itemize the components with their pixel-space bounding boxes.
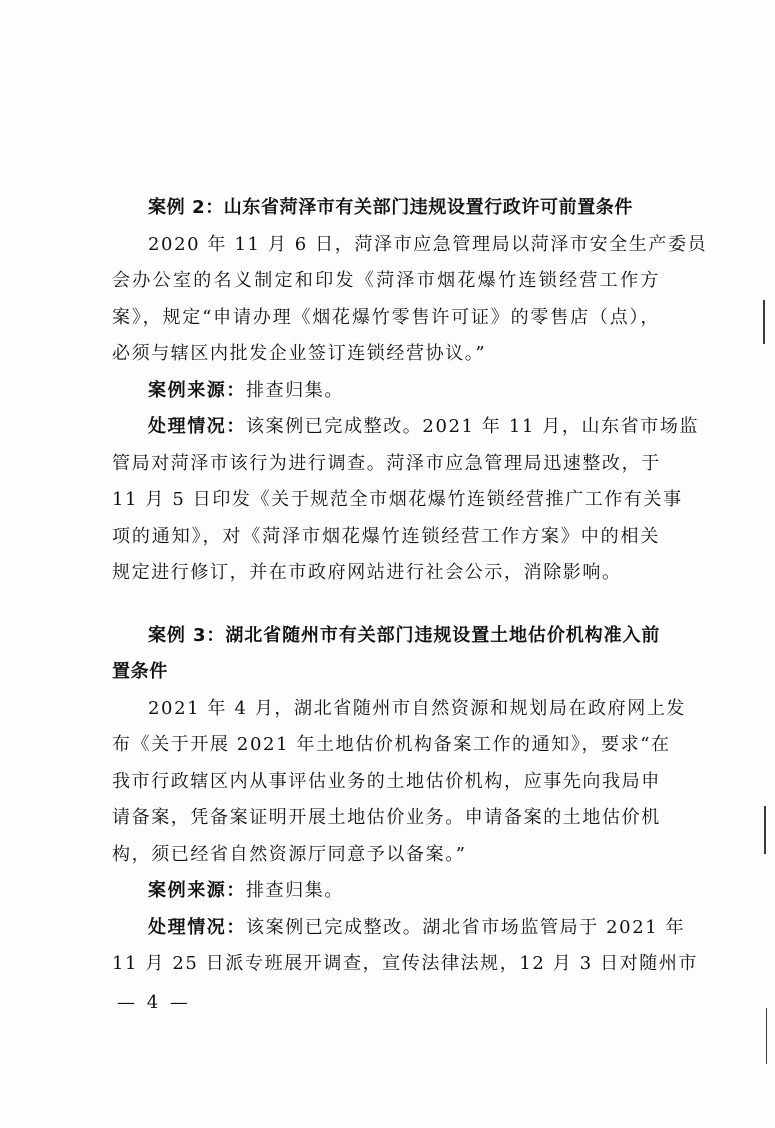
case3-body-line: 请备案，凭备案证明开展土地估价业务。申请备案的土地估价机: [112, 807, 661, 828]
case3-title: 案例 3：湖北省随州市有关部门违规设置土地估价机构准入前: [148, 624, 660, 646]
case3-body-line: 我市行政辖区内从事评估业务的土地估价机构，应事先向我局申: [112, 770, 661, 792]
scan-artifact: [763, 300, 765, 344]
case2-source-value: 排查归集。: [246, 379, 344, 401]
case2-handling-line: 管局对菏泽市该行为进行调查。菏泽市应急管理局迅速整改，于: [112, 452, 661, 474]
case2-source-label: 案例来源：: [148, 379, 246, 401]
case3-source: [112, 873, 660, 910]
case3-body-line: 布《关于开展 2021 年土地估价机构备案工作的通知》，要求“在: [112, 734, 671, 755]
case3-handling-text: 该案例已完成整改。湖北省市场监管局于 2021 年: [246, 916, 686, 938]
case3-body-line: 构，须已经省自然资源厅同意予以备案。”: [112, 843, 467, 865]
case3-handling: [112, 910, 686, 947]
case2-handling-line: 11 月 5 日印发《关于规范全市烟花爆竹连锁经营推广工作有关事: [112, 489, 683, 510]
case2-body-line: 2020 年 11 月 6 日，菏泽市应急管理局以菏泽市安全生产委员: [148, 233, 708, 255]
case2-handling-line: 规定进行修订，并在市政府网站进行社会公示，消除影响。: [112, 562, 622, 583]
case3-body-line: 2021 年 4 月，湖北省随州市自然资源和规划局在政府网上发: [148, 697, 687, 719]
case3-handling-line: 11 月 25 日派专班展开调查，宣传法律法规，12 月 3 日对随州市: [112, 953, 699, 974]
page-number: — 4 —: [117, 992, 191, 1013]
case2-body-line: 必须与辖区内批发企业签订连锁经营协议。”: [112, 343, 487, 364]
case2-handling-line: 项的通知》，对《菏泽市烟花爆竹连锁经营工作方案》中的相关: [112, 525, 660, 547]
case3-source-label: 案例来源：: [148, 880, 246, 901]
scan-artifact: [766, 1008, 767, 1064]
case2-title: 案例 2：山东省菏泽市有关部门违规设置行政许可前置条件: [148, 197, 633, 218]
case2-handling-text: 该案例已完成整改。2021 年 11 月，山东省市场监: [246, 416, 700, 437]
case2-handling: [112, 409, 700, 446]
case3-handling-label: 处理情况：: [148, 916, 246, 938]
case2-handling-label: 处理情况：: [148, 416, 246, 437]
document-body: [112, 190, 708, 983]
case2-body-line: 案》，规定“申请办理《烟花爆竹零售许可证》的零售店（点），: [112, 306, 660, 328]
scan-artifact: [764, 806, 766, 854]
case3-source-value: 排查归集。: [246, 880, 344, 901]
case2-body-line: 会办公室的名义制定和印发《菏泽市烟花爆竹连锁经营工作方: [112, 270, 660, 291]
case3-title-continued: 置条件: [112, 661, 168, 682]
case2-source: [112, 373, 660, 410]
